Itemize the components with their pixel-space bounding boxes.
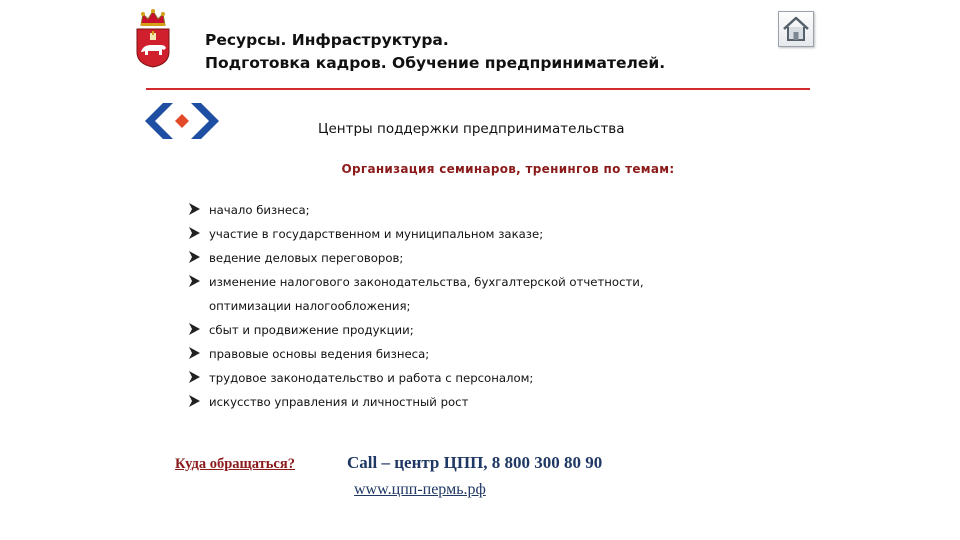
arrow-bullet-icon: [188, 394, 201, 408]
topics-list: [188, 198, 644, 414]
topic-text: искусство управления и личностный рост: [209, 395, 469, 409]
arrow-bullet-icon: [188, 250, 201, 264]
home-button[interactable]: [778, 11, 814, 47]
list-item: [188, 198, 644, 222]
arrow-bullet-icon: [188, 322, 201, 336]
list-item: [188, 246, 644, 270]
topic-text-continuation: оптимизации налогообложения;: [209, 299, 411, 313]
arrow-bullet-icon: [188, 274, 201, 288]
topic-text: правовые основы ведения бизнеса;: [209, 347, 430, 361]
topic-text: сбыт и продвижение продукции;: [209, 323, 414, 337]
perm-krai-coat-of-arms-icon: [131, 8, 175, 68]
list-item: [188, 270, 644, 318]
page-title: [205, 29, 665, 75]
section-title: Центры поддержки предпринимательства: [318, 121, 625, 137]
list-item: [188, 366, 644, 390]
arrow-bullet-icon: [188, 202, 201, 216]
header-divider: [146, 88, 810, 90]
topic-text: ведение деловых переговоров;: [209, 251, 404, 265]
list-item: [188, 318, 644, 342]
arrow-bullet-icon: [188, 346, 201, 360]
home-icon: [779, 12, 813, 46]
where-to-apply-link[interactable]: Куда обращаться?: [175, 456, 295, 472]
topic-text: трудовое законодательство и работа с персоналом;: [209, 371, 534, 385]
topic-text: начало бизнеса;: [209, 203, 310, 217]
call-center-info: Call – центр ЦПП, 8 800 300 80 90: [347, 453, 603, 472]
topics-heading: Организация семинаров, тренингов по темам:: [341, 162, 675, 176]
website-link[interactable]: www.цпп-пермь.рф: [354, 481, 486, 498]
arrow-bullet-icon: [188, 370, 201, 384]
title-line-2: Подготовка кадров. Обучение предпринимателей.: [205, 54, 666, 72]
arrow-bullet-icon: [188, 226, 201, 240]
topic-text: участие в государственном и муниципальном заказе;: [209, 227, 544, 241]
list-item: [188, 342, 644, 366]
chevrons-logo-icon: [143, 101, 221, 141]
title-line-1: Ресурсы. Инфраструктура.: [205, 31, 449, 49]
list-item: [188, 390, 644, 414]
list-item: [188, 222, 644, 246]
topic-text: изменение налогового законодательства, бухгалтерской отчетности,: [209, 275, 644, 289]
